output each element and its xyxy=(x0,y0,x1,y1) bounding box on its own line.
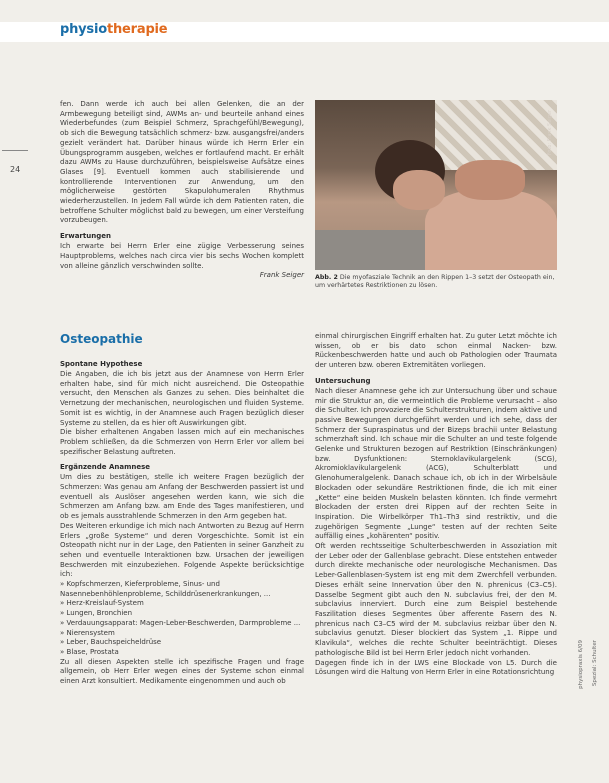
untersuchung-text-3: Dagegen finde ich in der LWS eine Blockade von L5. Durch die Lösungen wird die Haltung von Herrn Erler in eine Rotationsrichtung xyxy=(315,658,557,677)
section-title-osteopathie: Osteopathie xyxy=(60,332,143,346)
photo-therapist-hands xyxy=(455,160,525,200)
spontane-hypothese-heading: Spontane Hypothese xyxy=(60,360,143,368)
list-item: » Lungen, Bronchien xyxy=(60,609,133,618)
photo-patient-torso xyxy=(425,190,557,270)
erwartungen-text: Ich erwarte bei Herrn Erler eine zügige Verbesserung seines Hauptproblems, welches nach circa vier bis sechs Wochen komplett von alleine gänzlich verschwinden sollte. xyxy=(60,242,304,270)
list-item: » Verdauungsapparat: Magen-Leber-Beschwerden, Darmprobleme ... xyxy=(60,618,301,627)
untersuchung-heading: Untersuchung xyxy=(315,376,371,385)
caption-text: Die myofasziale Technik an den Rippen 1–3 setzt der Osteopath ein, um verhärtetes Restriktionen zu lösen. xyxy=(315,274,555,289)
erwartungen-heading: Erwartungen xyxy=(60,232,111,241)
ergaenzende-anamnese-text: Um dies zu bestätigen, stelle ich weitere Fragen bezüglich der Schmerzen: Was genau am Anfang der Beschwerden passiert ist und eventuell als Auslöser angesehen werden kann, wie sich die Schmerzen am Anfang bzw. am Ende des Tages manifestieren, und ob es jemals ausstrahlende Schmerzen in den Arm gegeben hat. xyxy=(60,473,304,521)
photo-patient-face xyxy=(393,170,445,210)
side-note-topic: Spezial: Schulter xyxy=(592,640,598,687)
photo-credit: Foto: Frank Seiger xyxy=(547,110,553,156)
left-column-osteopathie xyxy=(60,332,304,687)
journal-title-part2: therapie xyxy=(106,22,168,37)
right-column-text xyxy=(315,332,557,678)
list-item: » Blase, Prostata xyxy=(60,647,119,656)
top-paragraph: fen. Dann werde ich auch bei allen Gelenken, die an der Armbewegung beteiligt sind, AWMs an- und beurteile anhand eines Wiederbefundes (zum Beispiel Schmerz, Sprachgefühl/Bewegung), ob sich die Bewegung tatsächlich schmerz- bzw. ausgangsfrei/anders gezielt verändert hat. Darüber hinaus würde ich Herrn Erler ein Übungsprogramm ausgeben, welches er fortlaufend macht. Er erhält dazu AWMs zu Hause durchzuführen, beispielsweise Aufsätze eines Glases [9]. Eventuell kommen auch stabilisierende und kontrollierende Interventionen zur Anwendung, um den möglicherweise gestörten Skapulohumeralen Rhythmus wiederherzustellen. In jedem Fall würde ich dem Patienten raten, die betroffene Schulter möglichst bald zu bewegen, um einer Versteifung vorzubeugen. xyxy=(60,100,304,225)
untersuchung-text: Nach dieser Anamnese gehe ich zur Untersuchung über und schaue mir die Struktur an, die vermeintlich die Probleme verursacht – also die Schulter. Ich provoziere die Schulterstrukturen, indem aktive und passive Bewegungen durchgeführt werden und ich sehe, dass der Schmerz der Supraspinatus und der Bizeps brachii unter Belastung schmerzhaft sind. Ich schaue mir die Schulter an und teste folgende Gelenke und Strukturen bezogen auf Restriktion (Einschränkungen) bzw. Dysfunktionen: Sternoklavikulargelenk (SCG), Akromioklavikulargelenk (ACG), Schulterblatt und Glenohumeralgelenk. Danach schaue ich, ob ich in der Wirbelsäule Blockaden oder sekundäre Restriktionen finde, die ich mit einer „Kette“ eine beiden Muskeln belasten könnten. Ich finde vermehrt Blockaden der ersten drei Rippen auf der rechten Seite in Inspiration. Die Wirbelkörper Th1–Th3 sind restriktiv, und die zugehörigen Segmente „Lunge“ testen auf der rechten Seite auffällig eines „kohärenten“ positiv. xyxy=(315,386,557,541)
list-item: » Kopfschmerzen, Kieferprobleme, Sinus- und Nasennebenhöhlenprobleme, Schilddrüsenerkrankungen, ... xyxy=(60,580,271,598)
caption-label: Abb. 2 xyxy=(315,274,338,281)
ergaenzende-anamnese-text-2: Des Weiteren erkundige ich mich nach Antworten zu Bezug auf Herrn Erlers „große Systeme“ und deren Vorgeschichte. Somit ist ein Osteopath nicht nur in der Lage, den Patienten in seiner Ganzheit zu sehen und eventuelle Interaktionen bzw. Ursachen der jeweiligen Beschwerden mit einzubeziehen. Folgende Aspekte berücksichtige ich: xyxy=(60,521,304,579)
right-intro-text: einmal chirurgischen Eingriff erhalten hat. Zu guter Letzt möchte ich wissen, ob er bis dato schon einmal Nacken- bzw. Rückenbeschwerden hatte und auch ob Pathologien oder Traumata der unteren bzw. oberen Extremitäten vorliegen. xyxy=(315,332,557,370)
therapy-photo xyxy=(315,100,557,270)
side-note-journal: physiopraxis 6/09 xyxy=(578,640,584,689)
list-item: » Leber, Bauchspeicheldrüse xyxy=(60,638,162,647)
ergaenzende-anamnese-heading: Ergänzende Anamnese xyxy=(60,463,151,472)
spontane-hypothese-text-2: Die bisher erhaltenen Angaben lassen mich auf ein mechanisches Problem schließen, da die Schmerzen von Herrn Erler vor allem bei spezifischer Belastung auftreten. xyxy=(60,428,304,456)
figure-caption xyxy=(315,274,557,290)
journal-title-part1: physio xyxy=(60,22,107,37)
closing-text: Zu all diesen Aspekten stelle ich spezifische Fragen und frage allgemein, ob Herr Erler wegen eines der Systeme schon einmal einen Arzt konsultiert. Medikamente eingenommen und auch ob xyxy=(60,657,304,686)
list-item: » Nierensystem xyxy=(60,628,115,637)
spontane-hypothese-text: Die Angaben, die ich bis jetzt aus der Anamnese von Herrn Erler erhalten habe, sind für mich nicht ausreichend. Die Osteopathie versucht, den Menschen als Ganzes zu sehen. Dies beinhaltet die Vernetzung der mechanischen, neurologischen und fluiden Systeme. Somit ist es wichtig, in der Anamnese auch Fragen bezüglich dieser Systeme zu stellen, da es hier oft Auswirkungen gibt. xyxy=(60,370,304,427)
untersuchung-text-2: Oft werden rechtsseitige Schulterbeschwerden in Assoziation mit der Leber oder der Gallenblase gebracht. Diese entstehen entweder durch direkte mechanische oder neurologische Mechanismen. Das Leber-Gallenblasen-System ist eng mit dem Zwerchfell verbunden. Dieses erhält seine Innervation über den N. phrenicus (C3–C5). Dasselbe Segment gibt auch den N. subclavius frei, der den M. subclavius innerviert. Durch eine zum Beispiel bestehende Faszilitation dieses Segmentes über afferente Fasern des N. phrenicus nach C3–C5 wird der M. subclavius reizbar über den N. subclavius genutzt. Dieser blockiert das System „1. Rippe und Klavikula“, welches die rechte Schulter beeinträchtigt. Dieses pathologische Bild ist bei Herrn Erler jedoch nicht vorhanden. xyxy=(315,542,557,657)
page-number: 24 xyxy=(10,165,21,174)
author-name: Frank Seiger xyxy=(259,271,304,280)
page-number-rule xyxy=(2,150,28,151)
journal-title xyxy=(60,22,167,37)
systems-list xyxy=(60,580,304,658)
left-column-top xyxy=(60,100,304,281)
list-item: » Herz-Kreislauf-System xyxy=(60,599,144,608)
